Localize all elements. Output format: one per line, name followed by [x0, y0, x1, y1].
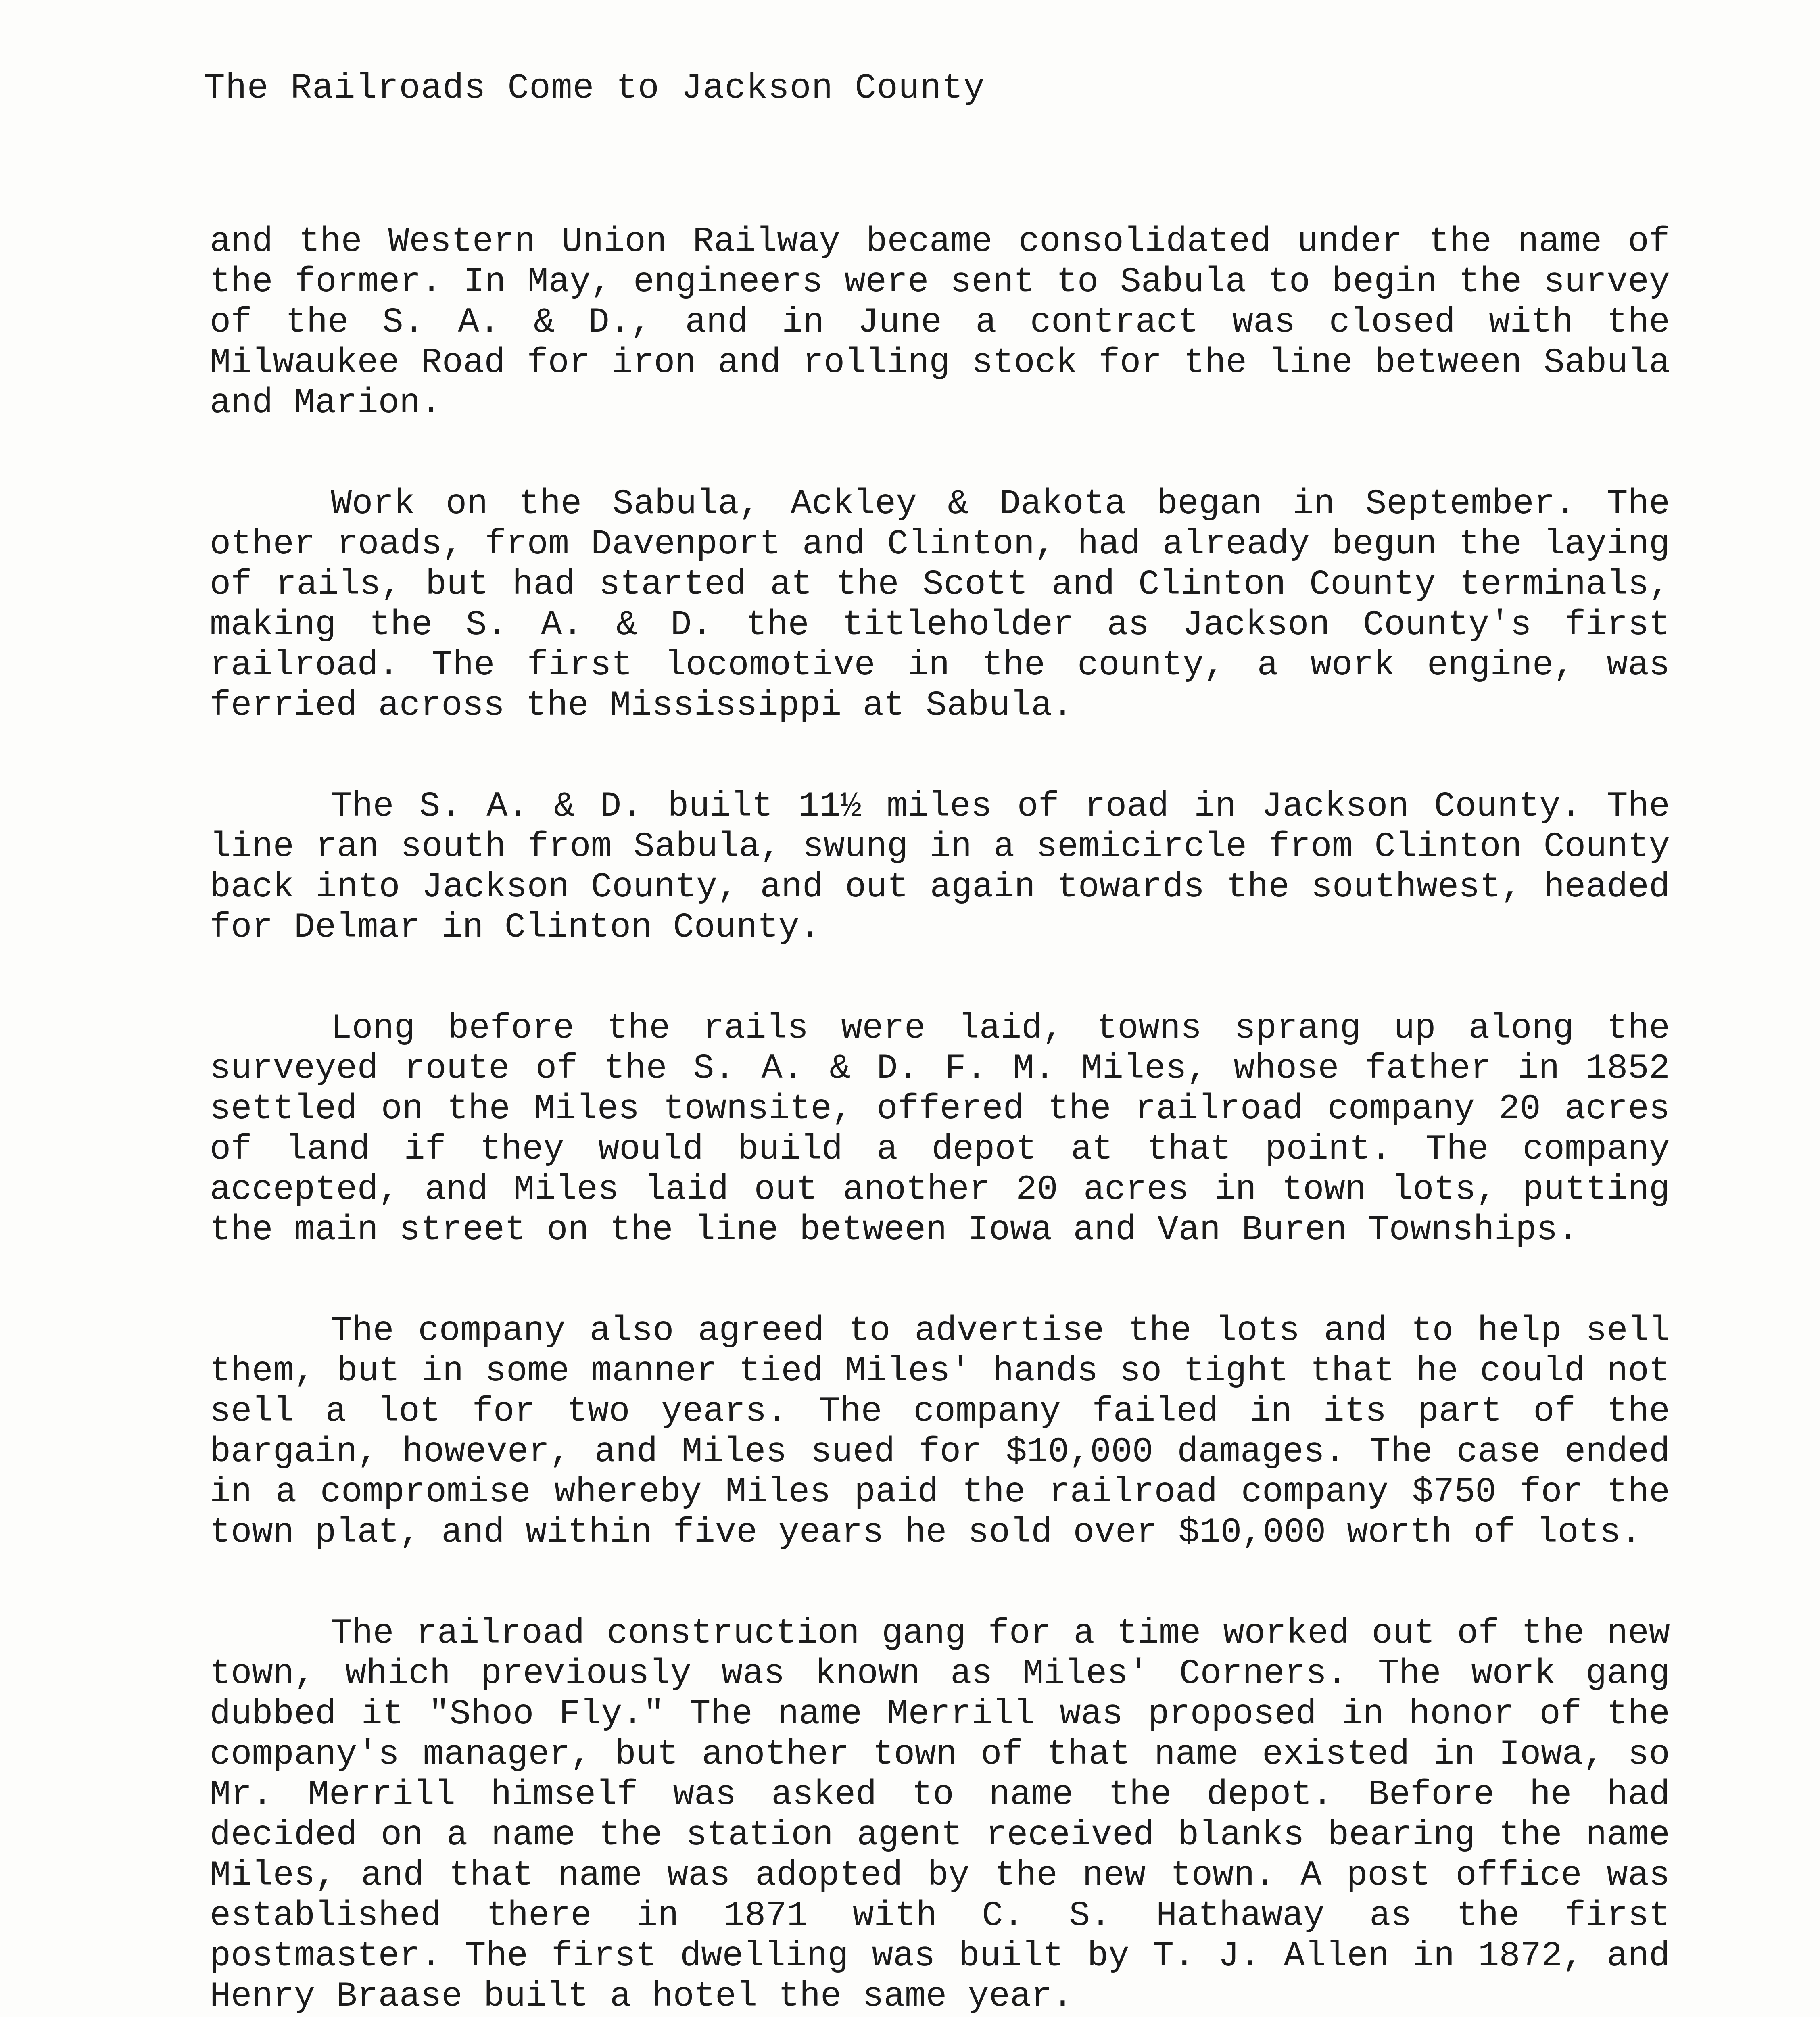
body-text	[210, 222, 1670, 2017]
paragraph-5: The company also agreed to advertise the lots and to help sell them, but in some manner tied Miles' hands so tight that he could not sell a lot for two years. The company failed in its part of the bargain, however, and Miles sued for $10,000 damages. The case ended in a compromise whereby Miles paid the railroad company $750 for the town plat, and within five years he sold over $10,000 worth of lots.	[210, 1311, 1670, 1553]
paragraph-1: and the Western Union Railway became consolidated under the name of the former. In May, engineers were sent to Sabula to begin the survey of the S. A. & D., and in June a contract was closed with the Milwaukee Road for iron and rolling stock for the line between Sabula and Marion.	[210, 222, 1670, 423]
running-head: The Railroads Come to Jackson County	[204, 69, 985, 109]
paragraph-2: Work on the Sabula, Ackley & Dakota began in September. The other roads, from Davenport and Clinton, had already begun the laying of rails, but had started at the Scott and Clinton County terminals, making the S. A. & D. the titleholder as Jackson County's first railroad. The first locomotive in the county, a work engine, was ferried across the Mississippi at Sabula.	[210, 484, 1670, 726]
paragraph-4: Long before the rails were laid, towns sprang up along the surveyed route of the S. A. & D. F. M. Miles, whose father in 1852 settled on the Miles townsite, offered the railroad company 20 acres of land if they would build a depot at that point. The company accepted, and Miles laid out another 20 acres in town lots, putting the main street on the line between Iowa and Van Buren Townships.	[210, 1009, 1670, 1250]
paragraph-3: The S. A. & D. built 11½ miles of road in Jackson County. The line ran south from Sabula, swung in a semicircle from Clinton County back into Jackson County, and out again towards the southwest, headed for Delmar in Clinton County.	[210, 787, 1670, 948]
paragraph-6: The railroad construction gang for a time worked out of the new town, which previously was known as Miles' Corners. The work gang dubbed it "Shoo Fly." The name Merrill was proposed in honor of the company's manager, but another town of that name existed in Iowa, so Mr. Merrill himself was asked to name the depot. Before he had decided on a name the station agent received blanks bearing the name Miles, and that name was adopted by the new town. A post office was established there in 1871 with C. S. Hathaway as the first postmaster. The first dwelling was built by T. J. Allen in 1872, and Henry Braase built a hotel the same year.	[210, 1614, 1670, 2017]
